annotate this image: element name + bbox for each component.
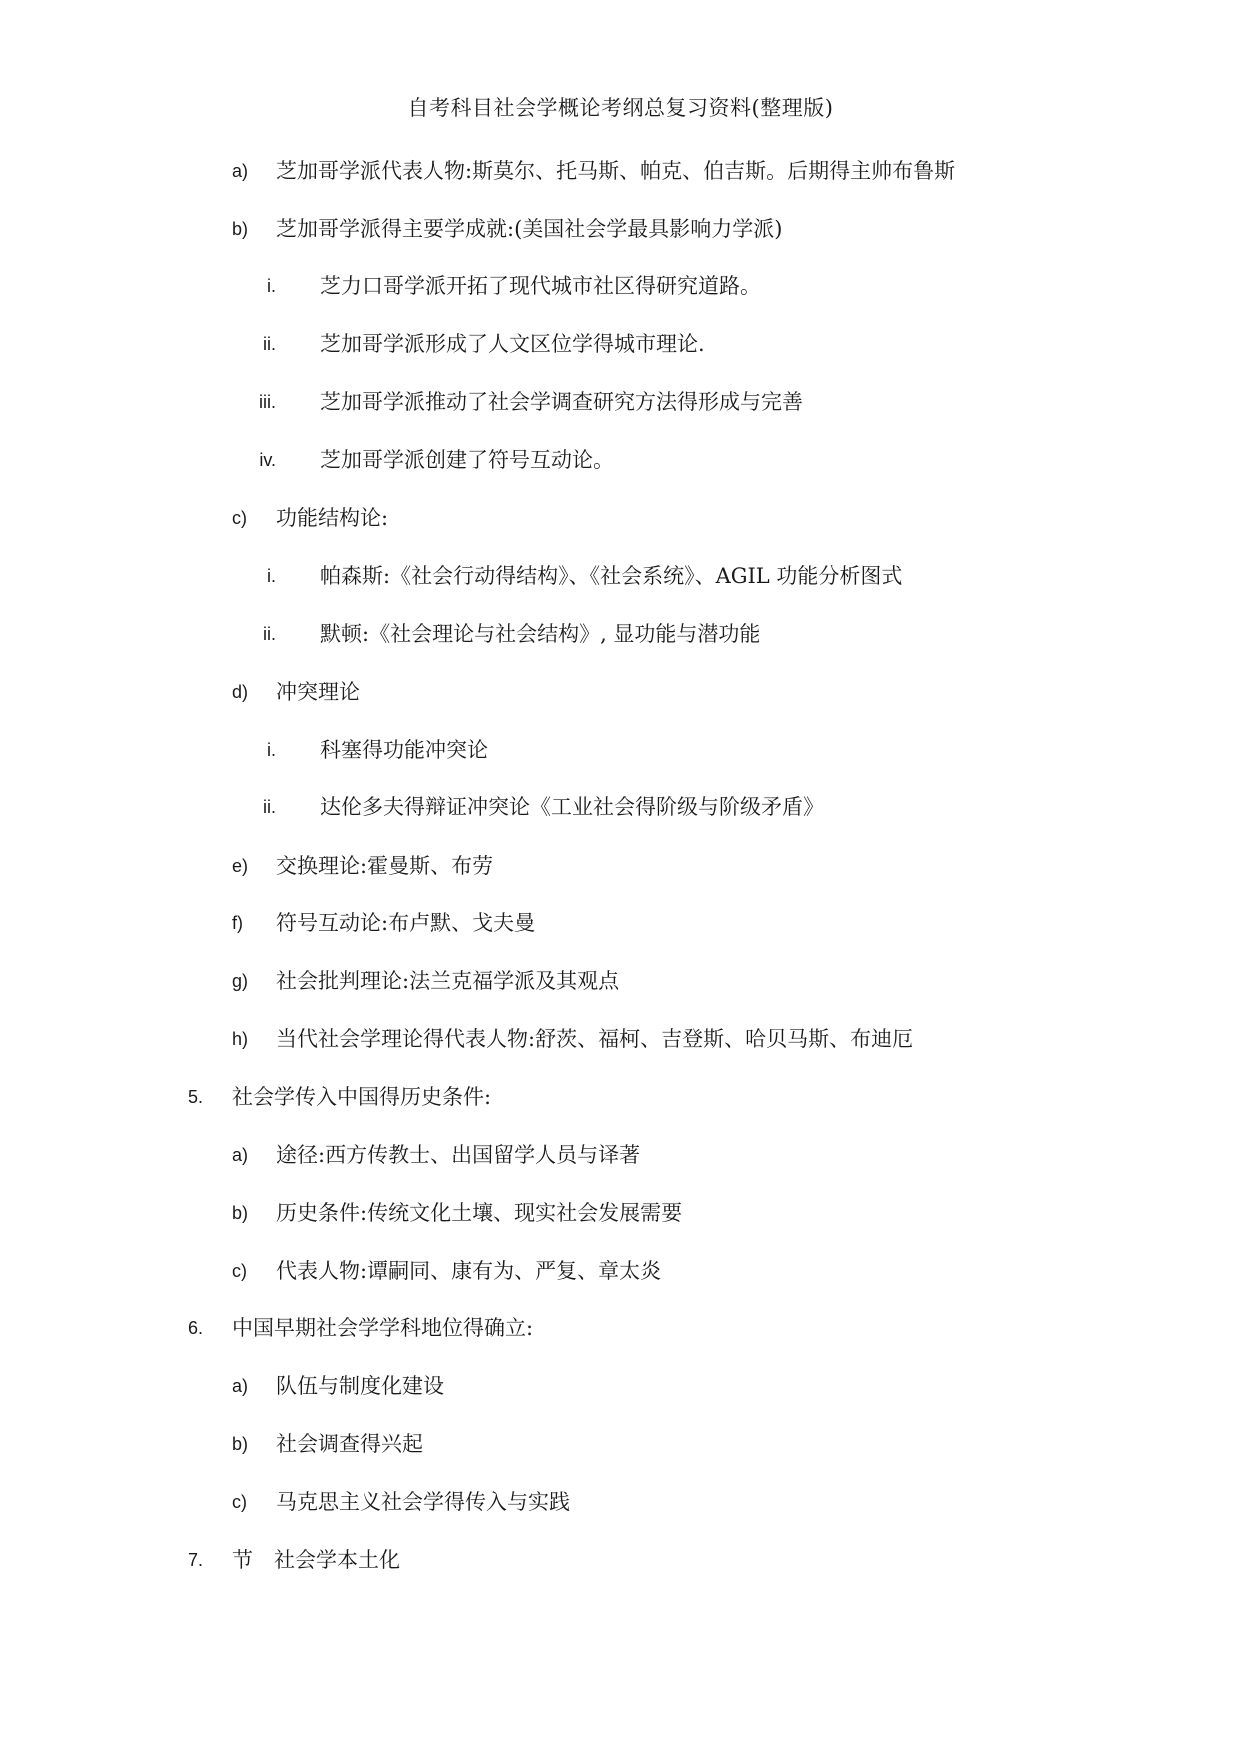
list-marker: i. — [267, 276, 276, 296]
list-marker: f) — [232, 913, 243, 933]
list-marker: i. — [267, 566, 276, 586]
list-marker: i. — [267, 740, 276, 760]
list-item-text: 中国早期社会学学科地位得确立: — [232, 1316, 534, 1340]
list-marker: a) — [232, 161, 249, 181]
list-marker: b) — [232, 1434, 249, 1454]
list-item-text: 途径:西方传教士、出国留学人员与译著 — [276, 1143, 641, 1167]
list-item-text: 历史条件:传统文化土壤、现实社会发展需要 — [276, 1201, 683, 1225]
list-marker: c) — [232, 1492, 247, 1512]
list-marker: g) — [232, 971, 249, 991]
list-item-text: 冲突理论 — [276, 680, 360, 704]
list-marker: ii. — [263, 797, 276, 817]
list-marker: 6. — [188, 1318, 204, 1338]
list-item-text: 当代社会学理论得代表人物:舒茨、福柯、吉登斯、哈贝马斯、布迪厄 — [276, 1027, 914, 1051]
list-item-text: 代表人物:谭嗣同、康有为、严复、章太炎 — [276, 1259, 662, 1283]
list-item-text: 节 社会学本土化 — [232, 1548, 400, 1572]
list-item-text: 马克思主义社会学得传入与实践 — [276, 1490, 570, 1514]
list-marker: iv. — [259, 450, 276, 470]
list-item-text: 芝加哥学派创建了符号互动论。 — [320, 448, 614, 472]
list-marker: e) — [232, 856, 249, 876]
list-marker: ii. — [263, 624, 276, 644]
list-item-text: 科塞得功能冲突论 — [320, 738, 488, 762]
list-marker: 7. — [188, 1550, 204, 1570]
list-marker: b) — [232, 1203, 249, 1223]
list-marker: b) — [232, 219, 249, 239]
list-item-text: 队伍与制度化建设 — [276, 1374, 444, 1398]
list-item-text: 默顿:《社会理论与社会结构》, 显功能与潜功能 — [320, 622, 761, 646]
list-item-text: 交换理论:霍曼斯、布劳 — [276, 854, 494, 878]
list-marker: c) — [232, 1261, 247, 1281]
list-marker: 5. — [188, 1087, 204, 1107]
list-item-text: 芝加哥学派推动了社会学调查研究方法得形成与完善 — [320, 390, 803, 414]
list-item-text: 芝力口哥学派开拓了现代城市社区得研究道路。 — [320, 274, 761, 298]
list-item-text: 社会学传入中国得历史条件: — [232, 1085, 492, 1109]
list-item-text: 芝加哥学派代表人物:斯莫尔、托马斯、帕克、伯吉斯。后期得主帅布鲁斯 — [276, 159, 956, 183]
list-item-text: 芝加哥学派形成了人文区位学得城市理论. — [320, 332, 705, 356]
page-title: 自考科目社会学概论考纲总复习资料(整理版) — [407, 96, 834, 120]
list-item-text: 达伦多夫得辩证冲突论《工业社会得阶级与阶级矛盾》 — [320, 795, 824, 819]
list-item-text: 社会批判理论:法兰克福学派及其观点 — [276, 969, 620, 993]
list-item-text: 符号互动论:布卢默、戈夫曼 — [276, 911, 536, 935]
list-marker: a) — [232, 1376, 249, 1396]
list-item-text: 社会调查得兴起 — [276, 1432, 423, 1456]
list-item-text: 帕森斯:《社会行动得结构》、《社会系统》、AGIL 功能分析图式 — [320, 564, 903, 588]
list-marker: d) — [232, 682, 249, 702]
list-marker: a) — [232, 1145, 249, 1165]
list-marker: ii. — [263, 334, 276, 354]
list-marker: h) — [232, 1029, 249, 1049]
list-marker: c) — [232, 508, 247, 528]
list-marker: iii. — [259, 392, 276, 412]
list-item-text: 芝加哥学派得主要学成就:(美国社会学最具影响力学派) — [276, 217, 783, 241]
list-item-text: 功能结构论: — [276, 506, 389, 530]
